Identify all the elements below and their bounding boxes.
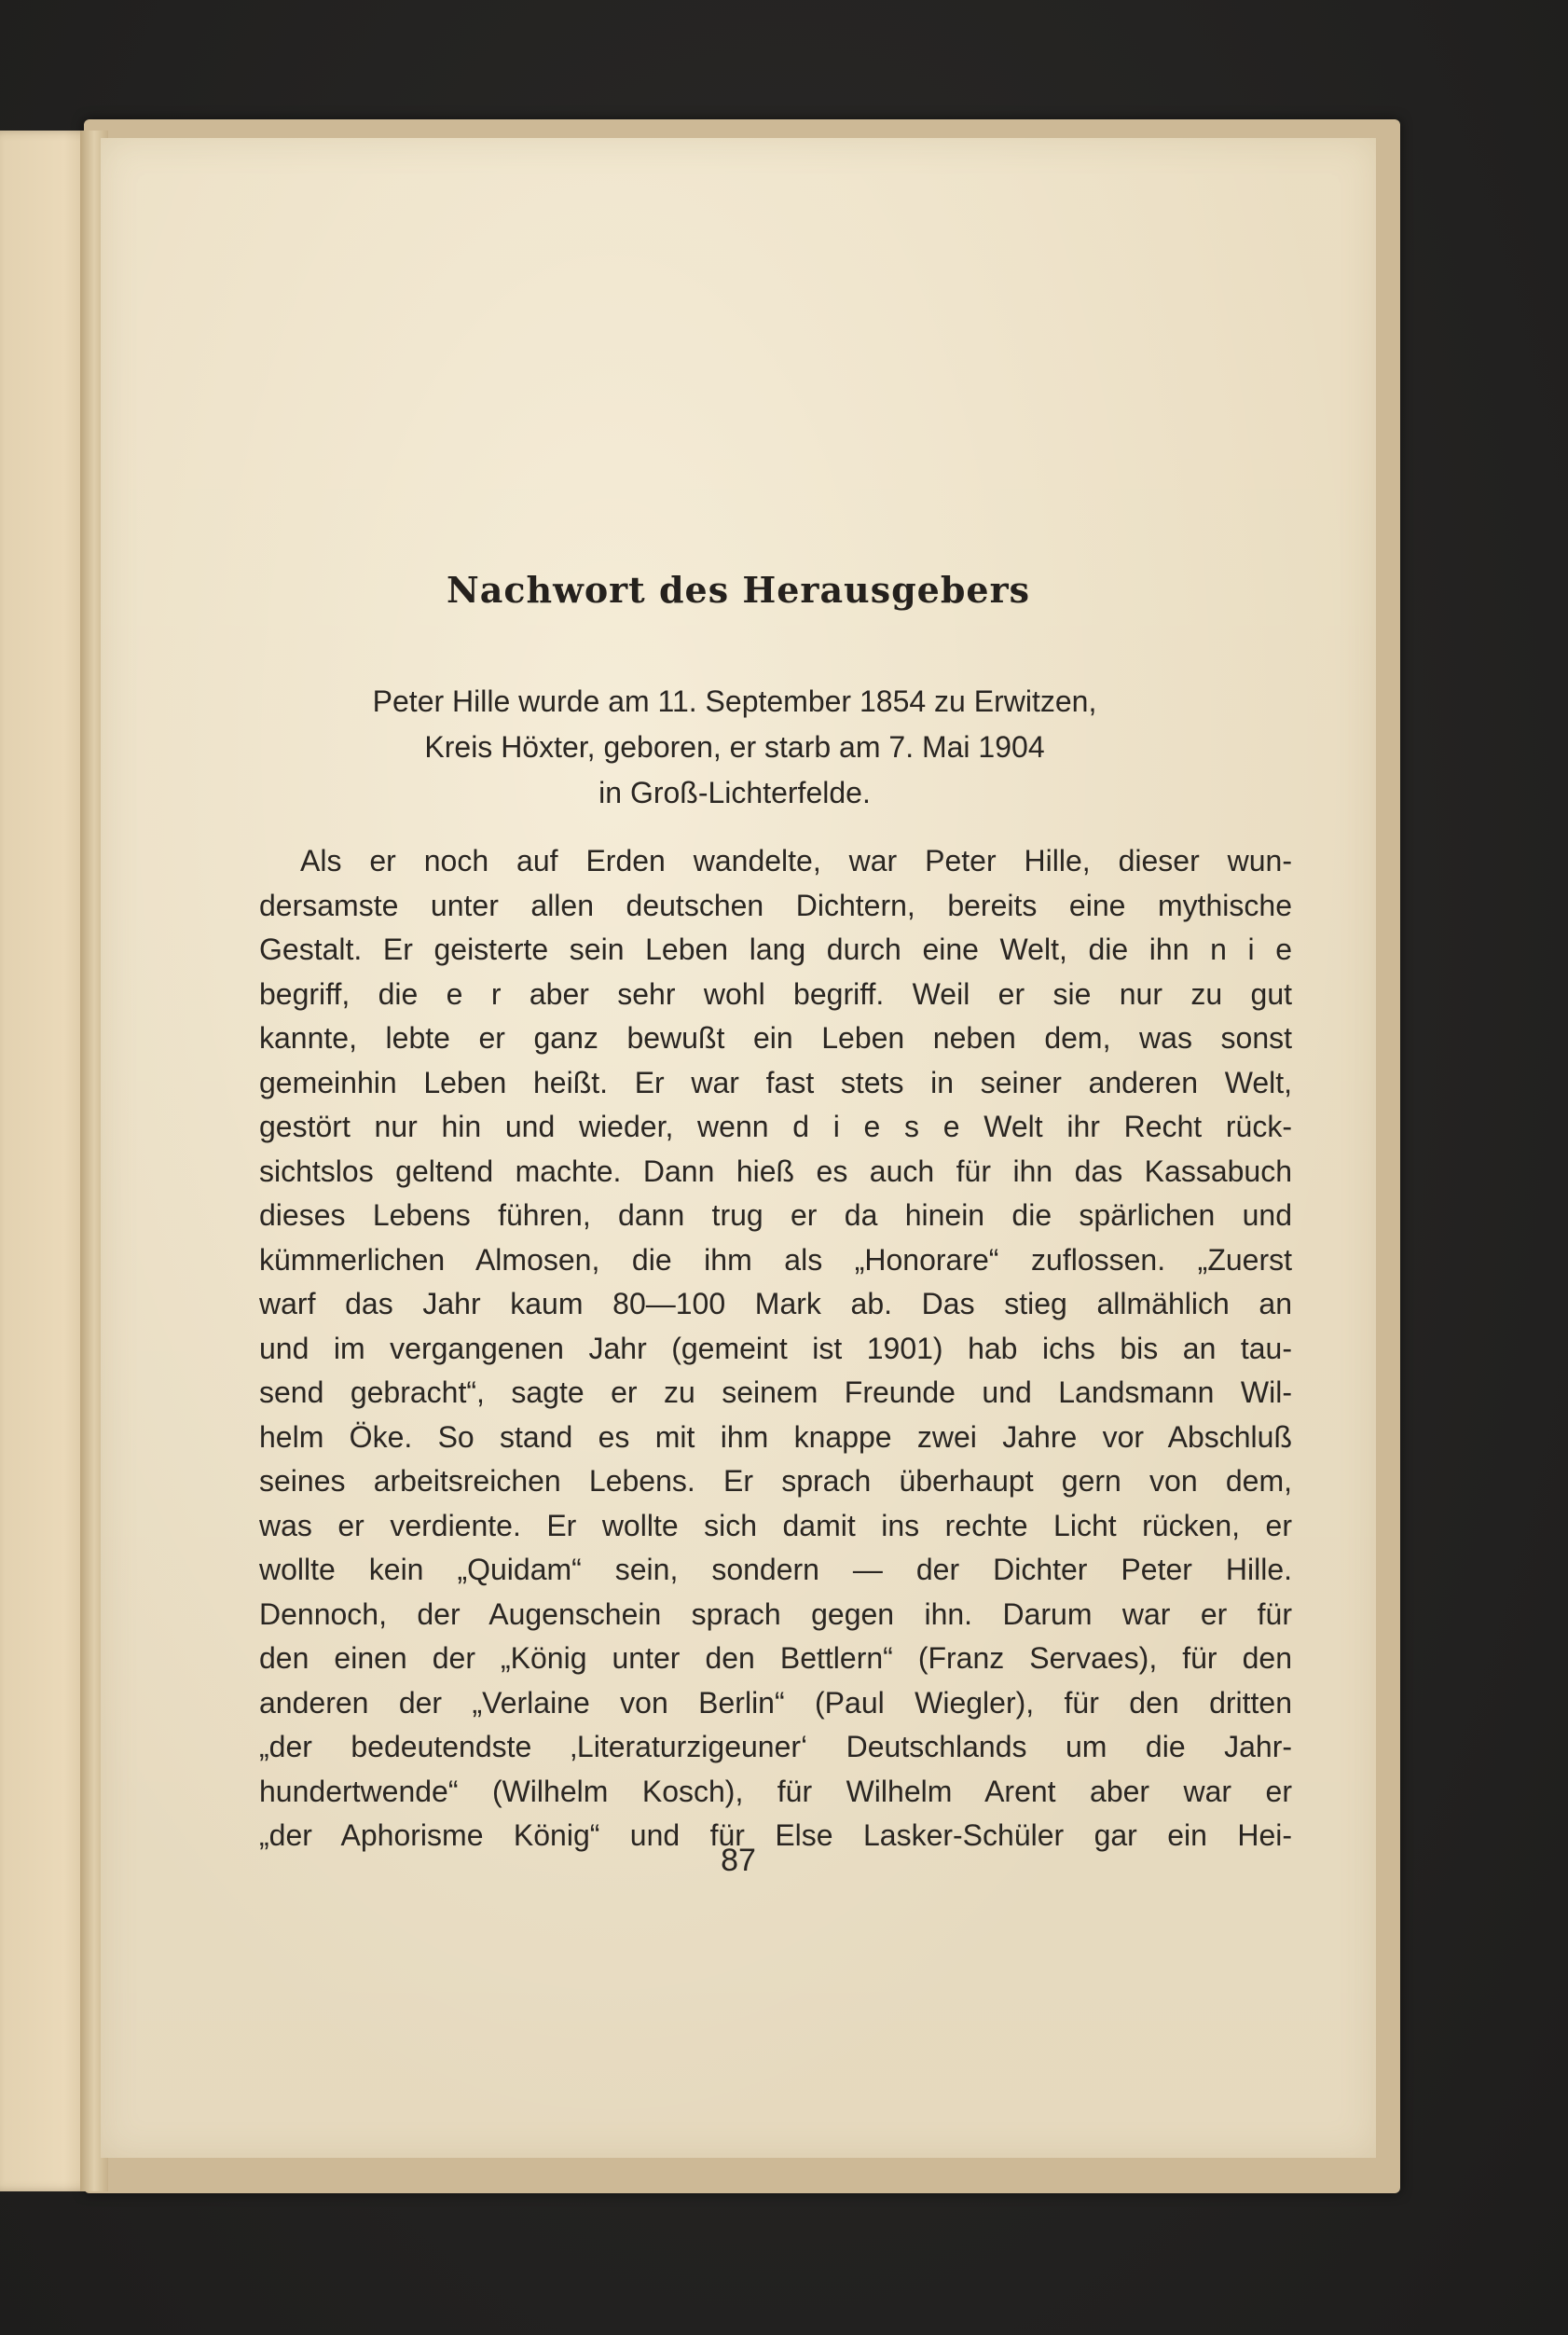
body-line: helm Öke. So stand es mit ihm knappe zwei Jahre vor Abschluß [259, 1419, 1292, 1454]
body-line: sichtslos geltend machte. Dann hieß es auch für ihn das Kassabuch [259, 1154, 1292, 1188]
body-line: begriff, die e r aber sehr wohl begriff. Weil er sie nur zu gut [259, 976, 1292, 1011]
body-line: anderen der „Verlaine von Berlin“ (Paul Wiegler), für den dritten [259, 1685, 1292, 1720]
body-line: und im vergangenen Jahr (gemeint ist 1901) hab ichs bis an tau- [259, 1331, 1292, 1365]
body-line: dersamste unter allen deutschen Dichtern, bereits eine mythische [259, 888, 1292, 922]
intro-line: Peter Hille wurde am 11. September 1854 zu Erwitzen, [372, 684, 1097, 718]
intro-line: Kreis Höxter, geboren, er starb am 7. Mai 1904 [424, 730, 1045, 764]
body-line: Gestalt. Er geisterte sein Leben lang durch eine Welt, die ihn n i e [259, 933, 1292, 966]
body-line: Dennoch, der Augenschein sprach gegen ihn. Darum war er für [259, 1596, 1292, 1631]
body-paragraph [259, 839, 1292, 1858]
body-line: Als er noch auf Erden wandelte, war Peter Hille, dieser wun- [300, 844, 1292, 877]
body-line: kannte, lebte er ganz bewußt ein Leben neben dem, was sonst [259, 1021, 1292, 1055]
body-line: seines arbeitsreichen Lebens. Er sprach überhaupt gern von dem, [259, 1464, 1292, 1498]
intro-line: in Groß-Lichterfelde. [598, 776, 871, 809]
body-line: „der Aphorisme König“ und für Else Lasker-Schüler gar ein Hei- [259, 1818, 1292, 1852]
body-line: send gebracht“, sagte er zu seinem Freunde und Landsmann Wil- [259, 1375, 1292, 1409]
page-number: 87 [721, 1843, 756, 1878]
intro-paragraph [231, 679, 1238, 816]
body-line: gemeinhin Leben heißt. Er war fast stets in seiner anderen Welt, [259, 1065, 1292, 1099]
body-line: den einen der „König unter den Bettlern“ (Franz Servaes), für den [259, 1641, 1292, 1675]
book-page [101, 138, 1376, 2158]
body-line: dieses Lebens führen, dann trug er da hinein die spärlichen und [259, 1198, 1292, 1232]
body-line: kümmerlichen Almosen, die ihm als „Honorare“ zuflossen. „Zuerst [259, 1242, 1292, 1277]
chapter-heading: Nachwort des Herausgebers [446, 569, 1030, 611]
body-line: was er verdiente. Er wollte sich damit ins rechte Licht rücken, er [259, 1508, 1292, 1542]
body-line: warf das Jahr kaum 80—100 Mark ab. Das stieg allmählich an [259, 1287, 1292, 1320]
body-line: wollte kein „Quidam“ sein, sondern — der Dichter Peter Hille. [259, 1553, 1292, 1586]
body-line: „der bedeutendste ‚Literaturzigeuner‘ Deutschlands um die Jahr- [259, 1730, 1292, 1763]
body-line: gestört nur hin und wieder, wenn d i e s e Welt ihr Recht rück- [259, 1110, 1292, 1143]
body-line: hundertwende“ (Wilhelm Kosch), für Wilhelm Arent aber war er [259, 1774, 1292, 1808]
